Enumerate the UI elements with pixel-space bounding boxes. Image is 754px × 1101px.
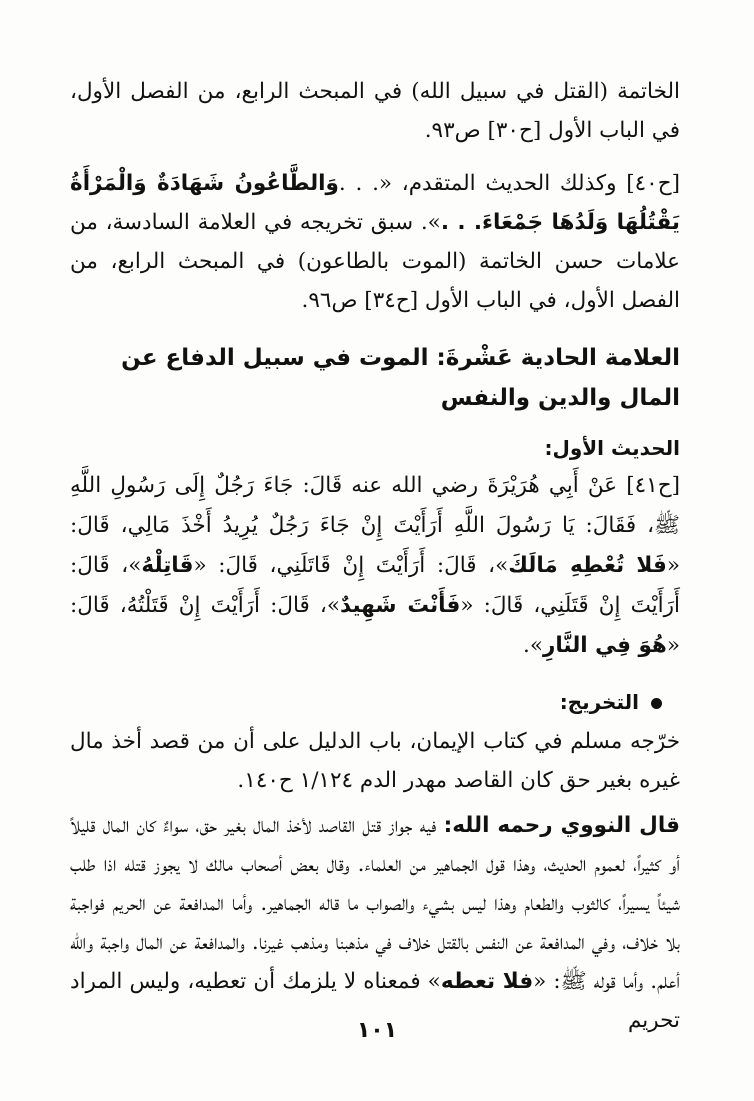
hadith-40-quote: وَالطَّاعُونُ شَهَادَةٌ وَالْمَرْأَةُ يَقْتُلُهَا وَلَدُهَا جَمْعَاءَ. . . bbox=[70, 171, 680, 235]
hadith-40-end: ». سبق تخريجه في العلامة السادسة، من علامات حسن الخاتمة (الموت بالطاعون) في المبحث الرابع، من الفصل الأول، في الباب الأول [ح٣٤] ص٩٦. bbox=[70, 210, 680, 313]
hadith-41-part-2: »، قَالَ: أَرَأَيْتَ إِنْ قَاتَلَنِي، قَالَ: « bbox=[193, 553, 509, 578]
nawawi-text: فيه جواز قتل القاصد لأخذ المال بغير حق، سواءٌ كان المال قليلاً أو كثيراً، لعموم الحديث، وهذا قول الجماهير من العلماء. وقال بعض أصحاب مالك لا يجوز قتله اذا طلب شيئاً يسيراً، كالثوب والطعام وهذا ليس بشيء والصواب ما قاله الجماهير. وأما المدافعة عن الحريم فواجبة بلا خلاف، وفي المدافعة عن النفس بالقتل خلاف في مذهبنا ومذهب غيرنا. والمدافعة عن المال واجبة والله أعلم. وأما قوله ﷺ: « bbox=[70, 813, 680, 994]
hadith-41-bold-3: فَأَنْتَ شَهِيدٌ bbox=[340, 593, 461, 618]
hadith-41-bold-4: هُوَ فِي النَّارِ bbox=[542, 633, 667, 658]
paragraph-hadith-40 bbox=[70, 164, 680, 320]
page-number: ١٠١ bbox=[356, 1018, 398, 1043]
paragraph-takhrij bbox=[70, 722, 680, 800]
hadith-41-bold-1: فَلا تُعْطِهِ مَالَكَ bbox=[508, 553, 667, 578]
hadith-41-part-3: »، قَالَ: أَرَأَيْتَ إِنْ قَتَلَنِي، قَالَ: « bbox=[70, 553, 680, 618]
hadith-40-start: [ح٤٠] وكذلك الحديث المتقدم، «. . . bbox=[338, 171, 680, 196]
nawawi-end: » فمعناه لا يلزمك أن تعطيه، وليس المراد تحريم bbox=[70, 969, 680, 1033]
paragraph-intro-text: الخاتمة (القتل في سبيل الله) في المبحث الرابع، من الفصل الأول، في الباب الأول [ح٣٠] ص٩٣. bbox=[70, 79, 680, 143]
takhrij-heading bbox=[70, 684, 680, 720]
takhrij-text: خرّجه مسلم في كتاب الإيمان، باب الدليل على أن من قصد أخذ مال غيره بغير حق كان القاصد مهدر الدم ١/١٢٤ ح١٤٠. bbox=[70, 729, 680, 793]
nawawi-lead: قال النووي رحمه الله: bbox=[443, 813, 680, 838]
hadith-41-part-4: »، قَالَ: أَرَأَيْتَ إِنْ قَتَلْتُهُ، قَالَ: « bbox=[70, 593, 680, 658]
subsection-heading: الحديث الأول: bbox=[544, 436, 680, 460]
section-heading: العلامة الحادية عَشْرةَ: الموت في سبيل الدفاع عن المال والدين والنفس bbox=[121, 345, 680, 411]
paragraph-nawawi bbox=[70, 806, 680, 1040]
takhrij-heading-text: التخريج: bbox=[559, 690, 639, 714]
nawawi-bold-quote: فلا تعطه bbox=[440, 969, 534, 994]
bullet-icon bbox=[651, 698, 662, 709]
hadith-41-part-1: [ح٤١] عَنْ أَبِي هُرَيْرَةَ رضي الله عنه قَالَ: جَاءَ رَجُلٌ إِلَى رَسُولِ اللَّهِ ﷺ، فَقَالَ: يَا رَسُولَ اللَّهِ أَرَأَيْتَ إِنْ جَاءَ رَجُلٌ يُرِيدُ أَخْذَ مَالِي، قَالَ: « bbox=[70, 473, 680, 578]
hadith-41-bold-2: قَاتِلْهُ bbox=[141, 553, 194, 578]
paragraph-intro bbox=[70, 72, 680, 150]
hadith-41-text bbox=[70, 466, 680, 666]
hadith-41-part-5: ». bbox=[522, 633, 543, 658]
